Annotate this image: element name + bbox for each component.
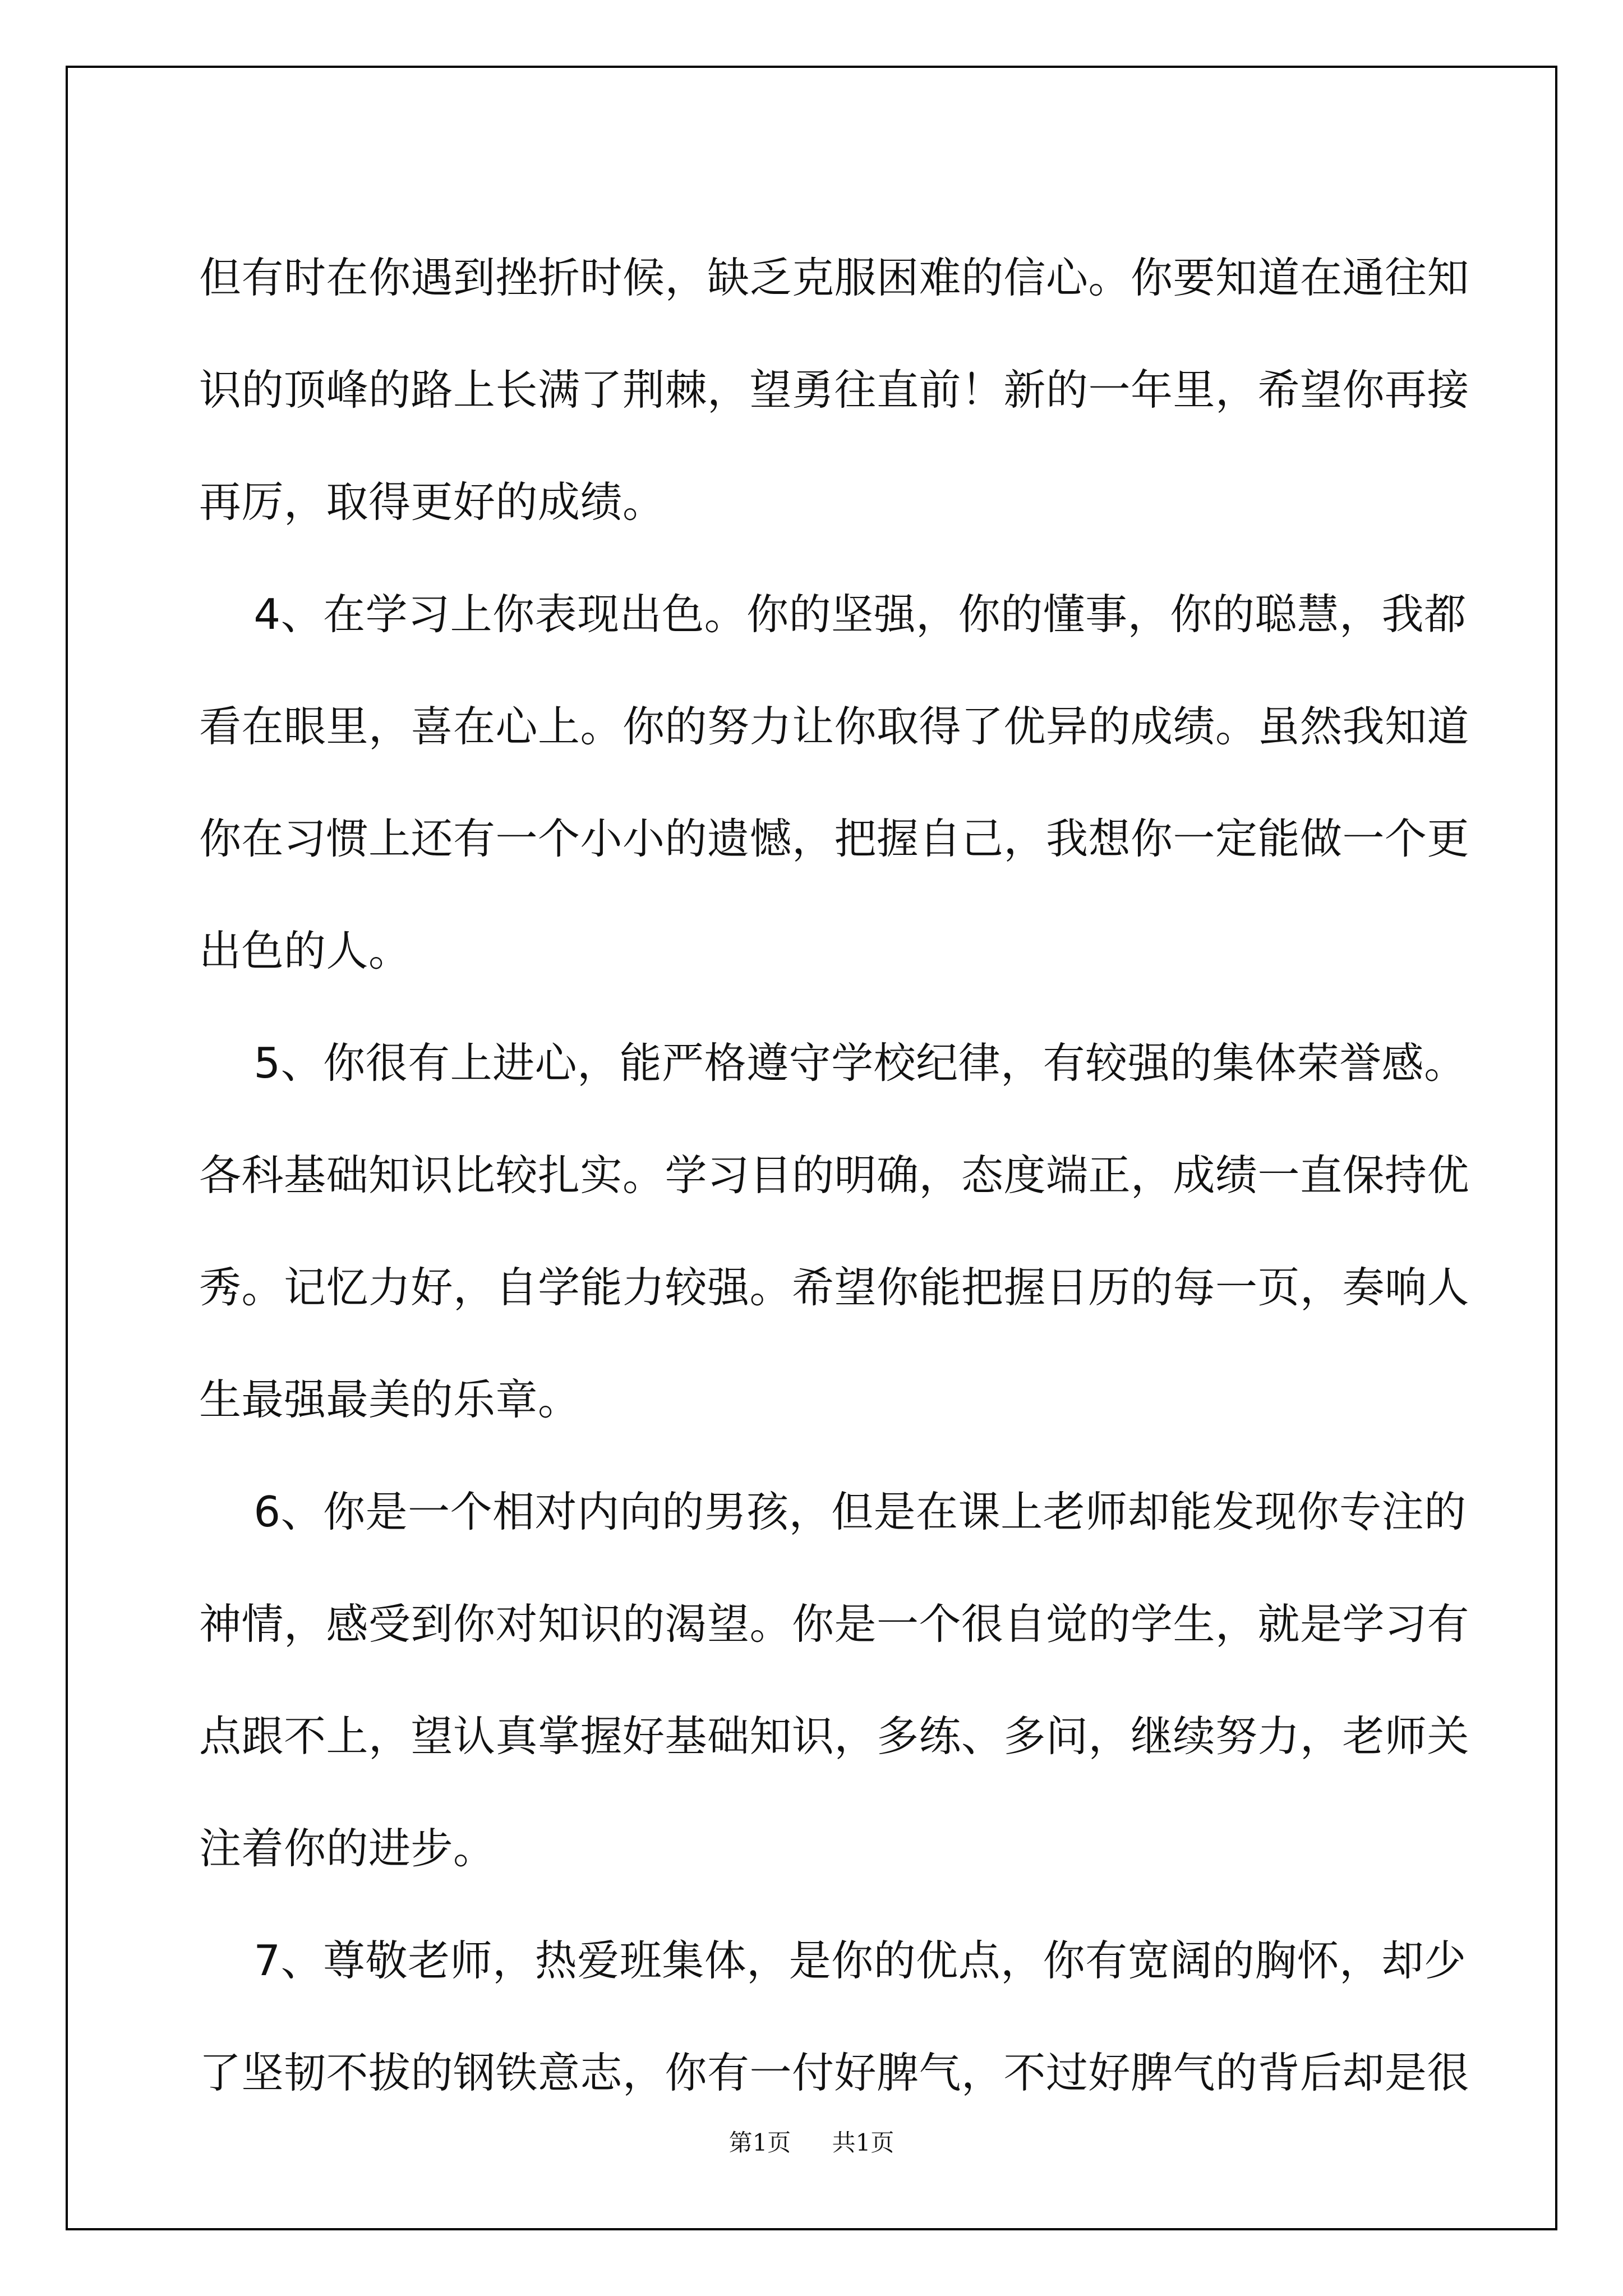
text-line: 各科基础知识比较扎实。学习目的明确，态度端正，成绩一直保持优 [199,1151,1470,1200]
text-line: 识的顶峰的路上长满了荆棘，望勇往直前！新的一年里，希望你再接 [199,365,1470,415]
text-line: 秀。记忆力好，自学能力较强。希望你能把握日历的每一页，奏响人 [199,1263,1470,1312]
text-line: 点跟不上，望认真掌握好基础知识，多练、多问，继续努力，老师关 [199,1711,1470,1761]
text-line: 再厉，取得更好的成绩。 [199,477,665,527]
page-footer [0,2129,1623,2157]
document-body [199,222,1470,2129]
text-line: 7、尊敬老师，热爱班集体，是你的优点，你有宽阔的胸怀，却少 [199,1936,1467,1985]
page-number: 第1页 [728,2129,791,2156]
page-total: 共1页 [832,2129,895,2156]
text-line: 看在眼里，喜在心上。你的努力让你取得了优异的成绩。虽然我知道 [199,702,1470,751]
text-line: 出色的人。 [199,926,411,976]
text-line: 注着你的进步。 [199,1824,496,1873]
text-line: 但有时在你遇到挫折时候，缺乏克服困难的信心。你要知道在通往知 [199,253,1470,302]
text-line: 5、你很有上进心，能严格遵守学校纪律，有较强的集体荣誉感。 [199,1038,1467,1088]
text-line: 了坚韧不拔的钢铁意志，你有一付好脾气，不过好脾气的背后却是很 [199,2048,1470,2097]
text-line: 生最强最美的乐章。 [199,1375,580,1424]
text-line: 6、你是一个相对内向的男孩，但是在课上老师却能发现你专注的 [199,1487,1467,1536]
text-line: 神情，感受到你对知识的渴望。你是一个很自觉的学生，就是学习有 [199,1599,1470,1649]
text-line: 你在习惯上还有一个小小的遗憾，把握自己，我想你一定能做一个更 [199,814,1470,863]
text-line: 4、在学习上你表现出色。你的坚强，你的懂事，你的聪慧，我都 [199,590,1467,639]
